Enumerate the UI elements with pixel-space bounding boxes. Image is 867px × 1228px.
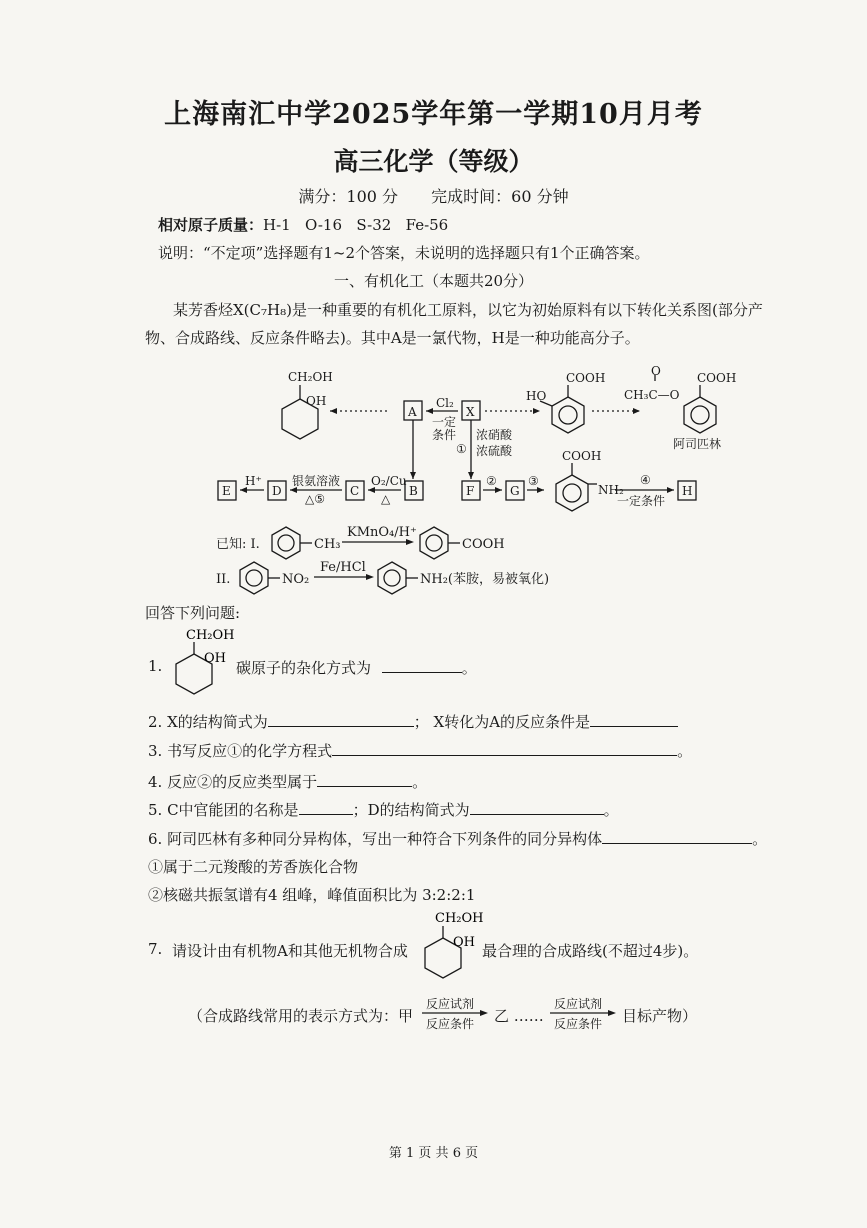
box-b-label: B (409, 484, 418, 498)
q1-number: 1. (148, 657, 163, 675)
q7-oh: OH (453, 935, 475, 950)
atomic-mass-line (158, 214, 448, 235)
box-d-label: D (272, 484, 282, 498)
h-plus-label: H⁺ (245, 474, 262, 488)
benzene-ring-icon (272, 527, 300, 559)
cl2-label: Cl₂ (436, 396, 454, 410)
benzene-ring-icon (378, 562, 406, 594)
oh-label: OH (306, 394, 327, 408)
q5-answer-blank-1[interactable] (299, 800, 353, 815)
q2-text: 2. X的结构简式为 (148, 713, 268, 731)
delta5-label: △⑤ (305, 492, 325, 506)
q6-end: 。 (752, 830, 768, 848)
route-cond-2: 反应条件 (554, 1017, 603, 1031)
benzene-ring-icon (556, 475, 588, 511)
circle-2: ② (486, 474, 497, 488)
q1-ch2oh: CH₂OH (186, 628, 235, 643)
acetyl-label: CH₃C—O (624, 388, 680, 402)
q5-end: 。 (603, 801, 619, 819)
q2-answer-blank-2[interactable] (590, 712, 678, 727)
anthranilic-cooh: COOH (562, 449, 602, 463)
ch2oh-label: CH₂OH (288, 370, 333, 384)
known-label-2: II. (216, 572, 231, 587)
q3-end: 。 (677, 742, 693, 760)
score-line (0, 184, 867, 207)
exam-title: 上海南汇中学2025学年第一学期10月月考 (164, 99, 703, 130)
q4-text: 4. 反应②的反应类型属于 (148, 773, 318, 791)
known-reactions (0, 515, 867, 595)
known-reagent-2: Fe/HCl (320, 560, 366, 575)
box-x-label: X (466, 405, 475, 419)
benzene-ring-icon (420, 527, 448, 559)
reaction-scheme (0, 355, 867, 515)
sulfuric-acid-label: 浓硫酸 (476, 444, 513, 458)
q7-text: 请设计由有机物A和其他无机物合成 (172, 942, 408, 960)
aspirin-label: 阿司匹林 (673, 437, 722, 451)
q2-mid: ； X转化为A的反应条件是 (413, 713, 591, 731)
section-heading: 一、有机化工（本题共20分） (333, 272, 534, 290)
known-label-1: 已知: I. (216, 537, 260, 552)
box-a-label: A (408, 405, 417, 419)
q3-text: 3. 书写反应①的化学方程式 (148, 742, 333, 760)
question-3 (148, 740, 692, 761)
q6-condition-2: ②核磁共振氢谱有4 组峰，峰值面积比为 3:2:2:1 (148, 886, 476, 904)
q5-mid: ；D的结构简式为 (352, 801, 470, 819)
q5-text: 5. C中官能团的名称是 (148, 801, 299, 819)
q4-end: 。 (412, 773, 428, 791)
route-reagent-2: 反应试剂 (554, 997, 603, 1011)
salicylic-ho: HO (526, 389, 547, 403)
route-prefix: （合成路线常用的表示方式为：甲 (188, 1007, 414, 1025)
q7-structure (415, 908, 485, 986)
box-e-label: E (222, 484, 231, 498)
known-reagent-1: KMnO₄/H⁺ (347, 525, 417, 540)
instruction-note: 说明：“不定项”选择题有1~2个答案，未说明的选择题只有1个正确答案。 (158, 244, 650, 262)
q6-text: 6. 阿司匹林有多种同分异构体，写出一种符合下列条件的同分异构体 (148, 830, 603, 848)
q7-ch2oh: CH₂OH (435, 911, 484, 926)
known-ch3: CH₃ (314, 537, 341, 552)
nitric-acid-label: 浓硝酸 (476, 428, 513, 442)
question-4 (148, 771, 427, 792)
benzene-ring-icon (240, 562, 268, 594)
route-reagent-1: 反应试剂 (426, 997, 475, 1011)
time-limit: 完成时间：60 分钟 (431, 187, 569, 206)
q2-answer-blank-1[interactable] (268, 712, 414, 727)
benzene-ring-icon (552, 397, 584, 433)
q7-end: 最合理的合成路线(不超过4步)。 (482, 942, 699, 960)
q5-answer-blank-2[interactable] (470, 800, 604, 815)
question-5 (148, 799, 619, 820)
atomic-mass-label: 相对原子质量： (158, 216, 264, 234)
delta-label: △ (381, 492, 391, 506)
box-h-label: H (682, 484, 693, 498)
route-cond-1: 反应条件 (426, 1017, 475, 1031)
benzene-ring-icon (684, 397, 716, 433)
q7-number: 7. (148, 940, 163, 958)
known-no2: NO₂ (282, 572, 310, 587)
full-score: 满分：100 分 (298, 187, 399, 206)
known-nh2-note: NH₂(苯胺，易被氧化) (420, 572, 550, 587)
atomic-mass-values: H-1 O-16 S-32 Fe-56 (263, 216, 449, 234)
q4-answer-blank[interactable] (317, 772, 412, 787)
aspirin-cooh: COOH (697, 371, 737, 385)
box-g-label: G (510, 484, 520, 498)
q3-answer-blank[interactable] (332, 741, 677, 756)
step4-cond: 一定条件 (617, 494, 666, 508)
salicylic-cooh: COOH (566, 371, 606, 385)
question-1 (236, 657, 477, 678)
q1-structure (168, 626, 238, 702)
q6-answer-blank[interactable] (602, 829, 752, 844)
cond-tiaojian: 条件 (432, 428, 457, 442)
exam-subtitle: 高三化学（等级） (333, 147, 534, 176)
anthranilic-nh2: NH₂ (598, 483, 624, 497)
q1-answer-blank[interactable] (382, 658, 462, 673)
section-intro: 某芳香烃X(C₇H₈)是一种重要的有机化工原料，以它为初始原料有以下转化关系图(部分产物、合成路线、反应条件略去)。其中A是一氯代物，H是一种功能高分子。 (145, 301, 763, 347)
box-c-label: C (350, 484, 360, 498)
circle-4: ④ (640, 473, 651, 487)
q1-text: 碳原子的杂化方式为 (236, 659, 372, 677)
route-mid: 乙 …… (494, 1007, 544, 1025)
silver-ammonia-label: 银氨溶液 (292, 474, 341, 488)
question-2 (148, 711, 678, 732)
o2cu-label: O₂/Cu (371, 474, 407, 488)
carbonyl-o: O (651, 364, 661, 378)
circle-1: ① (456, 442, 467, 456)
questions-intro: 回答下列问题: (145, 604, 241, 622)
q1-oh: OH (204, 651, 226, 666)
q6-condition-1: ①属于二元羧酸的芳香族化合物 (148, 858, 359, 876)
q1-end: 。 (461, 659, 477, 677)
route-suffix: 目标产物） (622, 1007, 698, 1025)
cond-yiding: 一定 (432, 415, 457, 429)
question-6 (148, 828, 767, 849)
circle-3: ③ (528, 474, 539, 488)
known-cooh: COOH (462, 537, 505, 552)
page-number: 第 1 页 共 6 页 (388, 1146, 479, 1161)
box-f-label: F (466, 484, 475, 498)
